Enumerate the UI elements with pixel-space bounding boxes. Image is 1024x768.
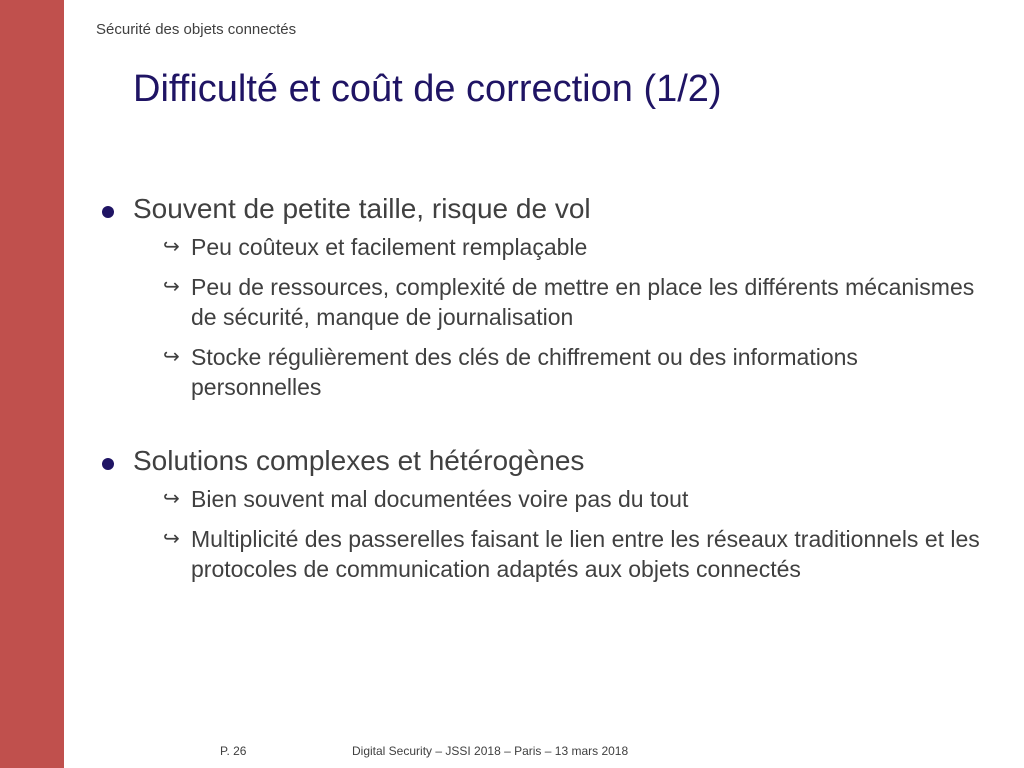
sub-item-text: Stocke régulièrement des clés de chiffrement ou des informations personnelles bbox=[191, 344, 858, 400]
sub-item-text: Multiplicité des passerelles faisant le lien entre les réseaux traditionnels et les protocoles de communication adaptés aux objets connectés bbox=[191, 526, 980, 582]
side-accent-band bbox=[0, 0, 64, 768]
bullet-block bbox=[100, 190, 1000, 402]
sub-item bbox=[163, 272, 1000, 332]
bullet-item bbox=[100, 190, 1000, 228]
slide-content bbox=[100, 190, 1000, 624]
footer-event: Digital Security – JSSI 2018 – Paris – 13 mars 2018 bbox=[352, 744, 629, 758]
slide-title: Difficulté et coût de correction (1/2) bbox=[133, 68, 722, 110]
sub-item-text: Peu de ressources, complexité de mettre en place les différents mécanismes de sécurité, manque de journalisation bbox=[191, 274, 975, 330]
hook-arrow-icon: ↪ bbox=[163, 236, 180, 258]
bullet-block bbox=[100, 442, 1000, 584]
page-number: P. 26 bbox=[220, 744, 247, 758]
bullet-text: Souvent de petite taille, risque de vol bbox=[133, 193, 591, 224]
sub-item bbox=[163, 524, 1000, 584]
bullet-text: Solutions complexes et hétérogènes bbox=[133, 445, 585, 476]
sub-list bbox=[100, 484, 1000, 584]
hook-arrow-icon: ↪ bbox=[163, 276, 180, 298]
sub-item bbox=[163, 232, 1000, 262]
section-header: Sécurité des objets connectés bbox=[96, 21, 297, 38]
bullet-icon bbox=[102, 458, 114, 470]
sub-list bbox=[100, 232, 1000, 402]
sub-item bbox=[163, 484, 1000, 514]
hook-arrow-icon: ↪ bbox=[163, 528, 180, 550]
bullet-icon bbox=[102, 206, 114, 218]
sub-item-text: Bien souvent mal documentées voire pas du tout bbox=[191, 486, 689, 512]
hook-arrow-icon: ↪ bbox=[163, 488, 180, 510]
sub-item-text: Peu coûteux et facilement remplaçable bbox=[191, 234, 588, 260]
hook-arrow-icon: ↪ bbox=[163, 346, 180, 368]
bullet-item bbox=[100, 442, 1000, 480]
sub-item bbox=[163, 342, 1000, 402]
